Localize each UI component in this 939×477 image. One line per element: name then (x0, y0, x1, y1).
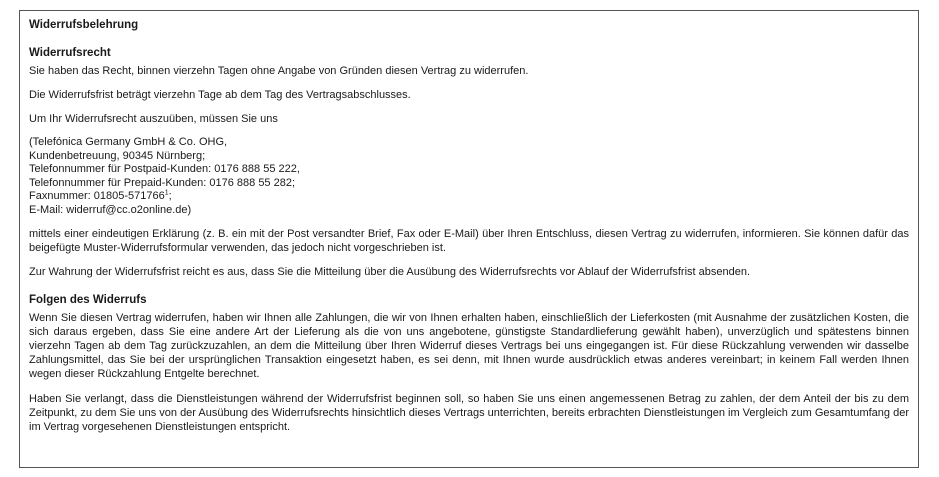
document-title: Widerrufsbelehrung (29, 19, 139, 31)
fax-line (29, 190, 909, 204)
withdrawal-paragraph-4: mittels einer eindeutigen Erklärung (z. B. ein mit der Post versandter Brief, Fax oder E-Mail) über Ihren Entschluss, diesen Vertrag zu widerrufen, informieren. Sie können dafür das beigefügte Muster-Widerrufsformular verwenden, das jedoch nicht vorgeschrieben ist. (29, 228, 909, 254)
cancellation-policy-box (19, 10, 919, 468)
contact-address-block (29, 136, 909, 217)
footnote-marker: 1 (164, 189, 169, 197)
withdrawal-paragraph-5: Zur Wahrung der Widerrufsfrist reicht es aus, dass Sie die Mitteilung über die Ausübung des Widerrufsrechts vor Ablauf der Widerrufsfrist absenden. (29, 266, 751, 278)
fax-line-end: ; (168, 190, 172, 202)
fax-number: Faxnummer: 01805-571766 (29, 190, 165, 202)
right-of-withdrawal-heading: Widerrufsrecht (29, 47, 111, 59)
address-line: Kundenbetreuung, 90345 Nürnberg; (29, 149, 206, 162)
withdrawal-paragraph-1: Sie haben das Recht, binnen vierzehn Tagen ohne Angabe von Gründen diesen Vertrag zu widerrufen. (29, 65, 529, 77)
consequences-paragraph-1: Wenn Sie diesen Vertrag widerrufen, haben wir Ihnen alle Zahlungen, die wir von Ihnen erhalten haben, einschließlich der Lieferkosten (mit Ausnahme der zusätzlichen Kosten, die sich daraus ergeben, dass Sie eine andere Art der Lieferung als die von uns angebotene, günstigste Standardlieferung gewählt haben), unverzüglich und spätestens binnen vierzehn Tagen ab dem Tag zurückzuzahlen, an dem die Mitteilung über Ihren Widerruf dieses Vertrags bei uns eingegangen ist. Für diese Rückzahlung verwenden wir dasselbe Zahlungsmittel, das Sie bei der ursprünglichen Transaktion eingesetzt haben, es sei denn, mit Ihnen wurde ausdrücklich etwas anderes vereinbart; in keinem Fall werden Ihnen wegen dieser Rückzahlung Entgelte berechnet. (29, 312, 909, 380)
email-line: E-Mail: widerruf@cc.o2online.de) (29, 203, 192, 216)
address-line: Telefonnummer für Postpaid-Kunden: 0176 888 55 222, (29, 163, 300, 175)
address-line: Telefonnummer für Prepaid-Kunden: 0176 888 55 282; (29, 176, 296, 189)
address-line: (Telefónica Germany GmbH & Co. OHG, (29, 136, 228, 148)
consequences-paragraph-2: Haben Sie verlangt, dass die Dienstleistungen während der Widerrufsfrist beginnen soll, so haben Sie uns einen angemessenen Betrag zu zahlen, der dem Anteil der bis zu dem Zeitpunkt, zu dem Sie uns von der Ausübung des Widerrufsrechts hinsichtlich dieses Vertrags unterrichten, bereits erbrachten Dienstleistungen im Vergleich zum Gesamtumfang der im Vertrag vorgesehenen Dienstleistungen entspricht. (29, 393, 909, 433)
withdrawal-paragraph-2: Die Widerrufsfrist beträgt vierzehn Tage ab dem Tag des Vertragsabschlusses. (29, 89, 411, 101)
consequences-heading: Folgen des Widerrufs (29, 294, 147, 306)
withdrawal-paragraph-3: Um Ihr Widerrufsrecht auszuüben, müssen Sie uns (29, 113, 278, 125)
